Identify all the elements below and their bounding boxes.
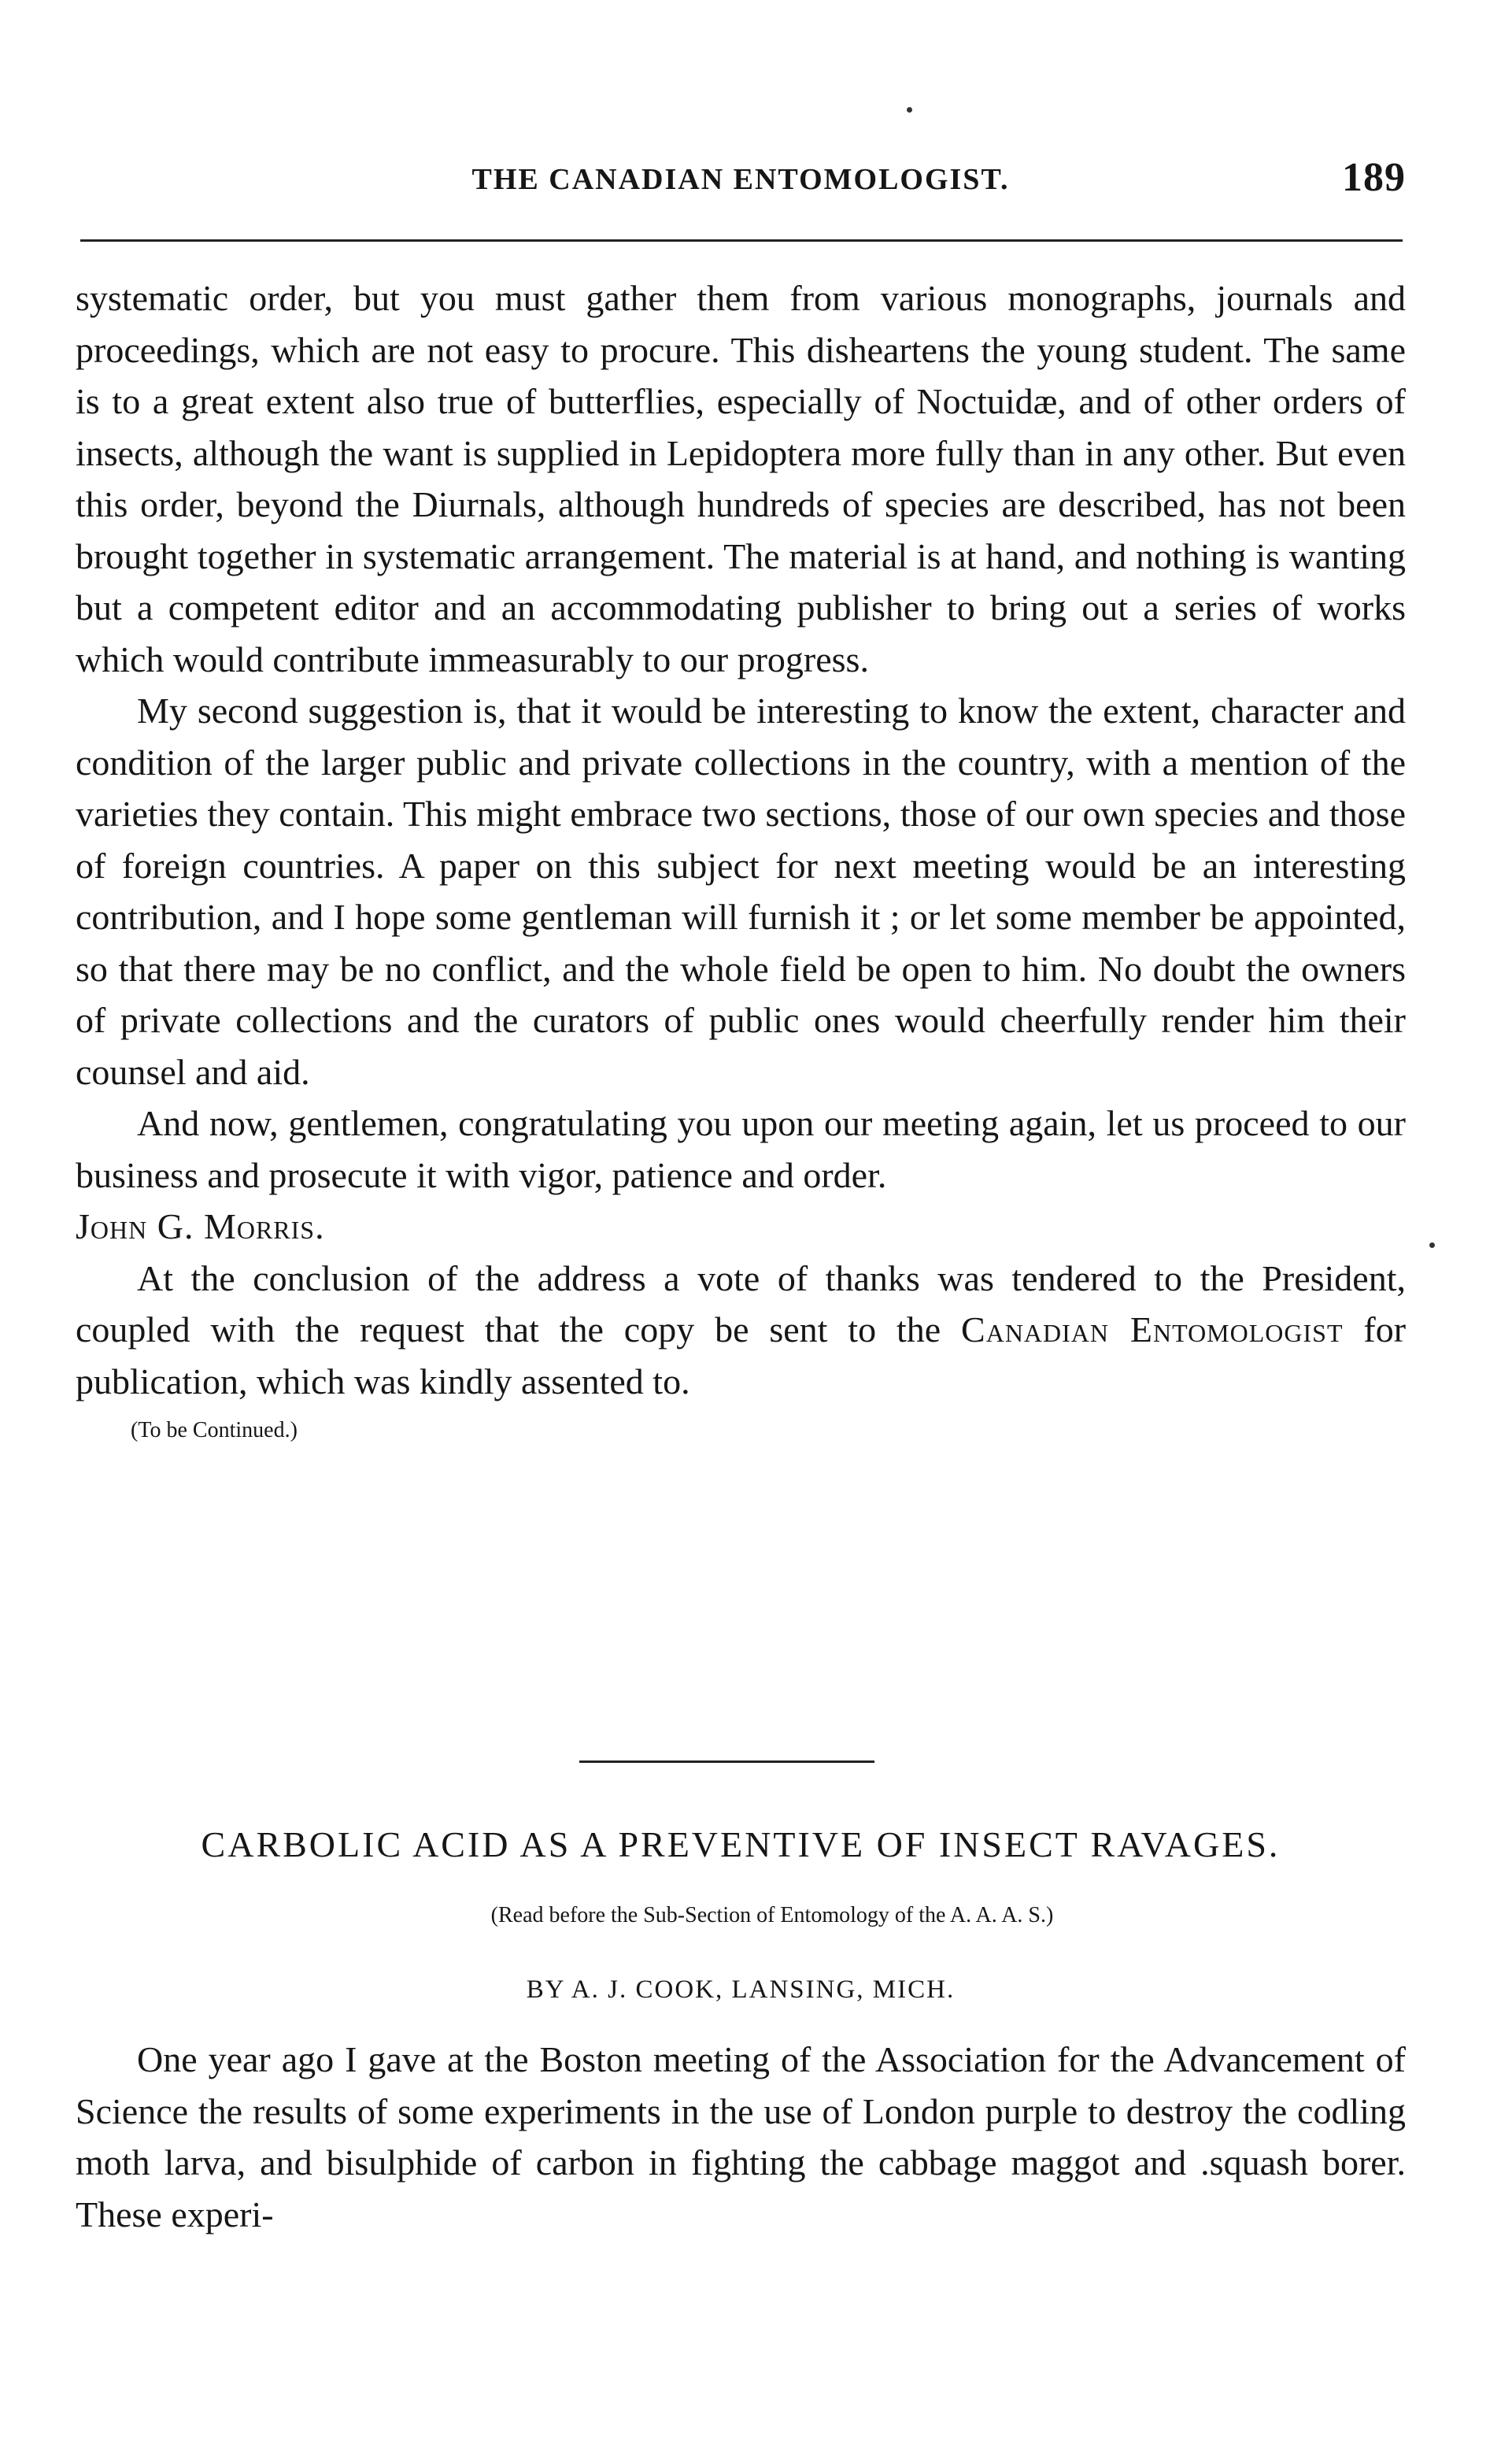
paragraph-3: And now, gentlemen, congratulating you upon our meeting again, let us proceed to our business and prosecute it with vigor, patience and order. bbox=[76, 1103, 1406, 1195]
signature: John G. Morris. bbox=[76, 1206, 325, 1246]
running-head bbox=[76, 154, 1406, 202]
continued-note: (To be Continued.) bbox=[131, 1418, 298, 1442]
paragraph-1: systematic order, but you must gather them from various monographs, journals and proceedings, which are not easy to procure. This disheartens the young student. The same is to a great extent also true of butterflies, especially of Noctuidæ, and of other orders of insects, although the want is supplied in Lepidoptera more fully than in any other. But even this order, beyond the Diurnals, although hundreds of species are described, has not been brought together in systematic arrangement. The material is at hand, and nothing is wanting but a competent editor and an accommodating publisher to bring out a series of works which would contribute immeasurably to our progress. bbox=[76, 278, 1406, 679]
paragraph-4 bbox=[76, 1253, 1406, 1408]
journal-page bbox=[76, 0, 1406, 2451]
section-divider bbox=[579, 1760, 874, 1763]
paragraph-4-start: At the conclusion of the address a vote of thanks was tendered to the President, coupled with the request that the copy be sent to the bbox=[76, 1257, 1406, 1350]
running-title: THE CANADIAN ENTOMOLOGIST. bbox=[471, 163, 1010, 196]
journal-name: Canadian Entomologist bbox=[961, 1309, 1344, 1350]
paragraph-4-end: for publication, which was kindly assented to. bbox=[76, 1309, 1407, 1401]
print-speck bbox=[907, 107, 912, 113]
article-note: (Read before the Sub-Section of Entomology of the A. A. A. S.) bbox=[490, 1903, 1054, 1927]
article-byline: BY A. J. COOK, LANSING, MICH. bbox=[526, 1975, 956, 2004]
paragraph-2: My second suggestion is, that it would be interesting to know the extent, character and condition of the larger public and private collections in the country, with a mention of the varieties they contain. This might embrace two sections, those of our own species and those of foreign countries. A paper on this subject for next meeting would be an interesting contribution, and I hope some gentleman will furnish it ; or let some member be appointed, so that there may be no conflict, and the whole field be open to him. No doubt the owners of private collections and the curators of public ones would cheerfully render him their counsel and aid. bbox=[76, 691, 1406, 1092]
article-body bbox=[76, 2034, 1406, 2240]
address-continuation bbox=[76, 272, 1406, 1454]
header-rule bbox=[80, 239, 1403, 242]
article-title: CARBOLIC ACID AS A PREVENTIVE OF INSECT RAVAGES. bbox=[201, 1824, 1281, 1864]
print-speck bbox=[1429, 1242, 1435, 1248]
article-paragraph-1: One year ago I gave at the Boston meeting of the Association for the Advancement of Science the results of some experiments in the use of London purple to destroy the codling moth larva, and bisulphide of carbon in fighting the cabbage maggot and .squash borer. These experi- bbox=[76, 2039, 1406, 2234]
page-number: 189 bbox=[1342, 155, 1406, 200]
